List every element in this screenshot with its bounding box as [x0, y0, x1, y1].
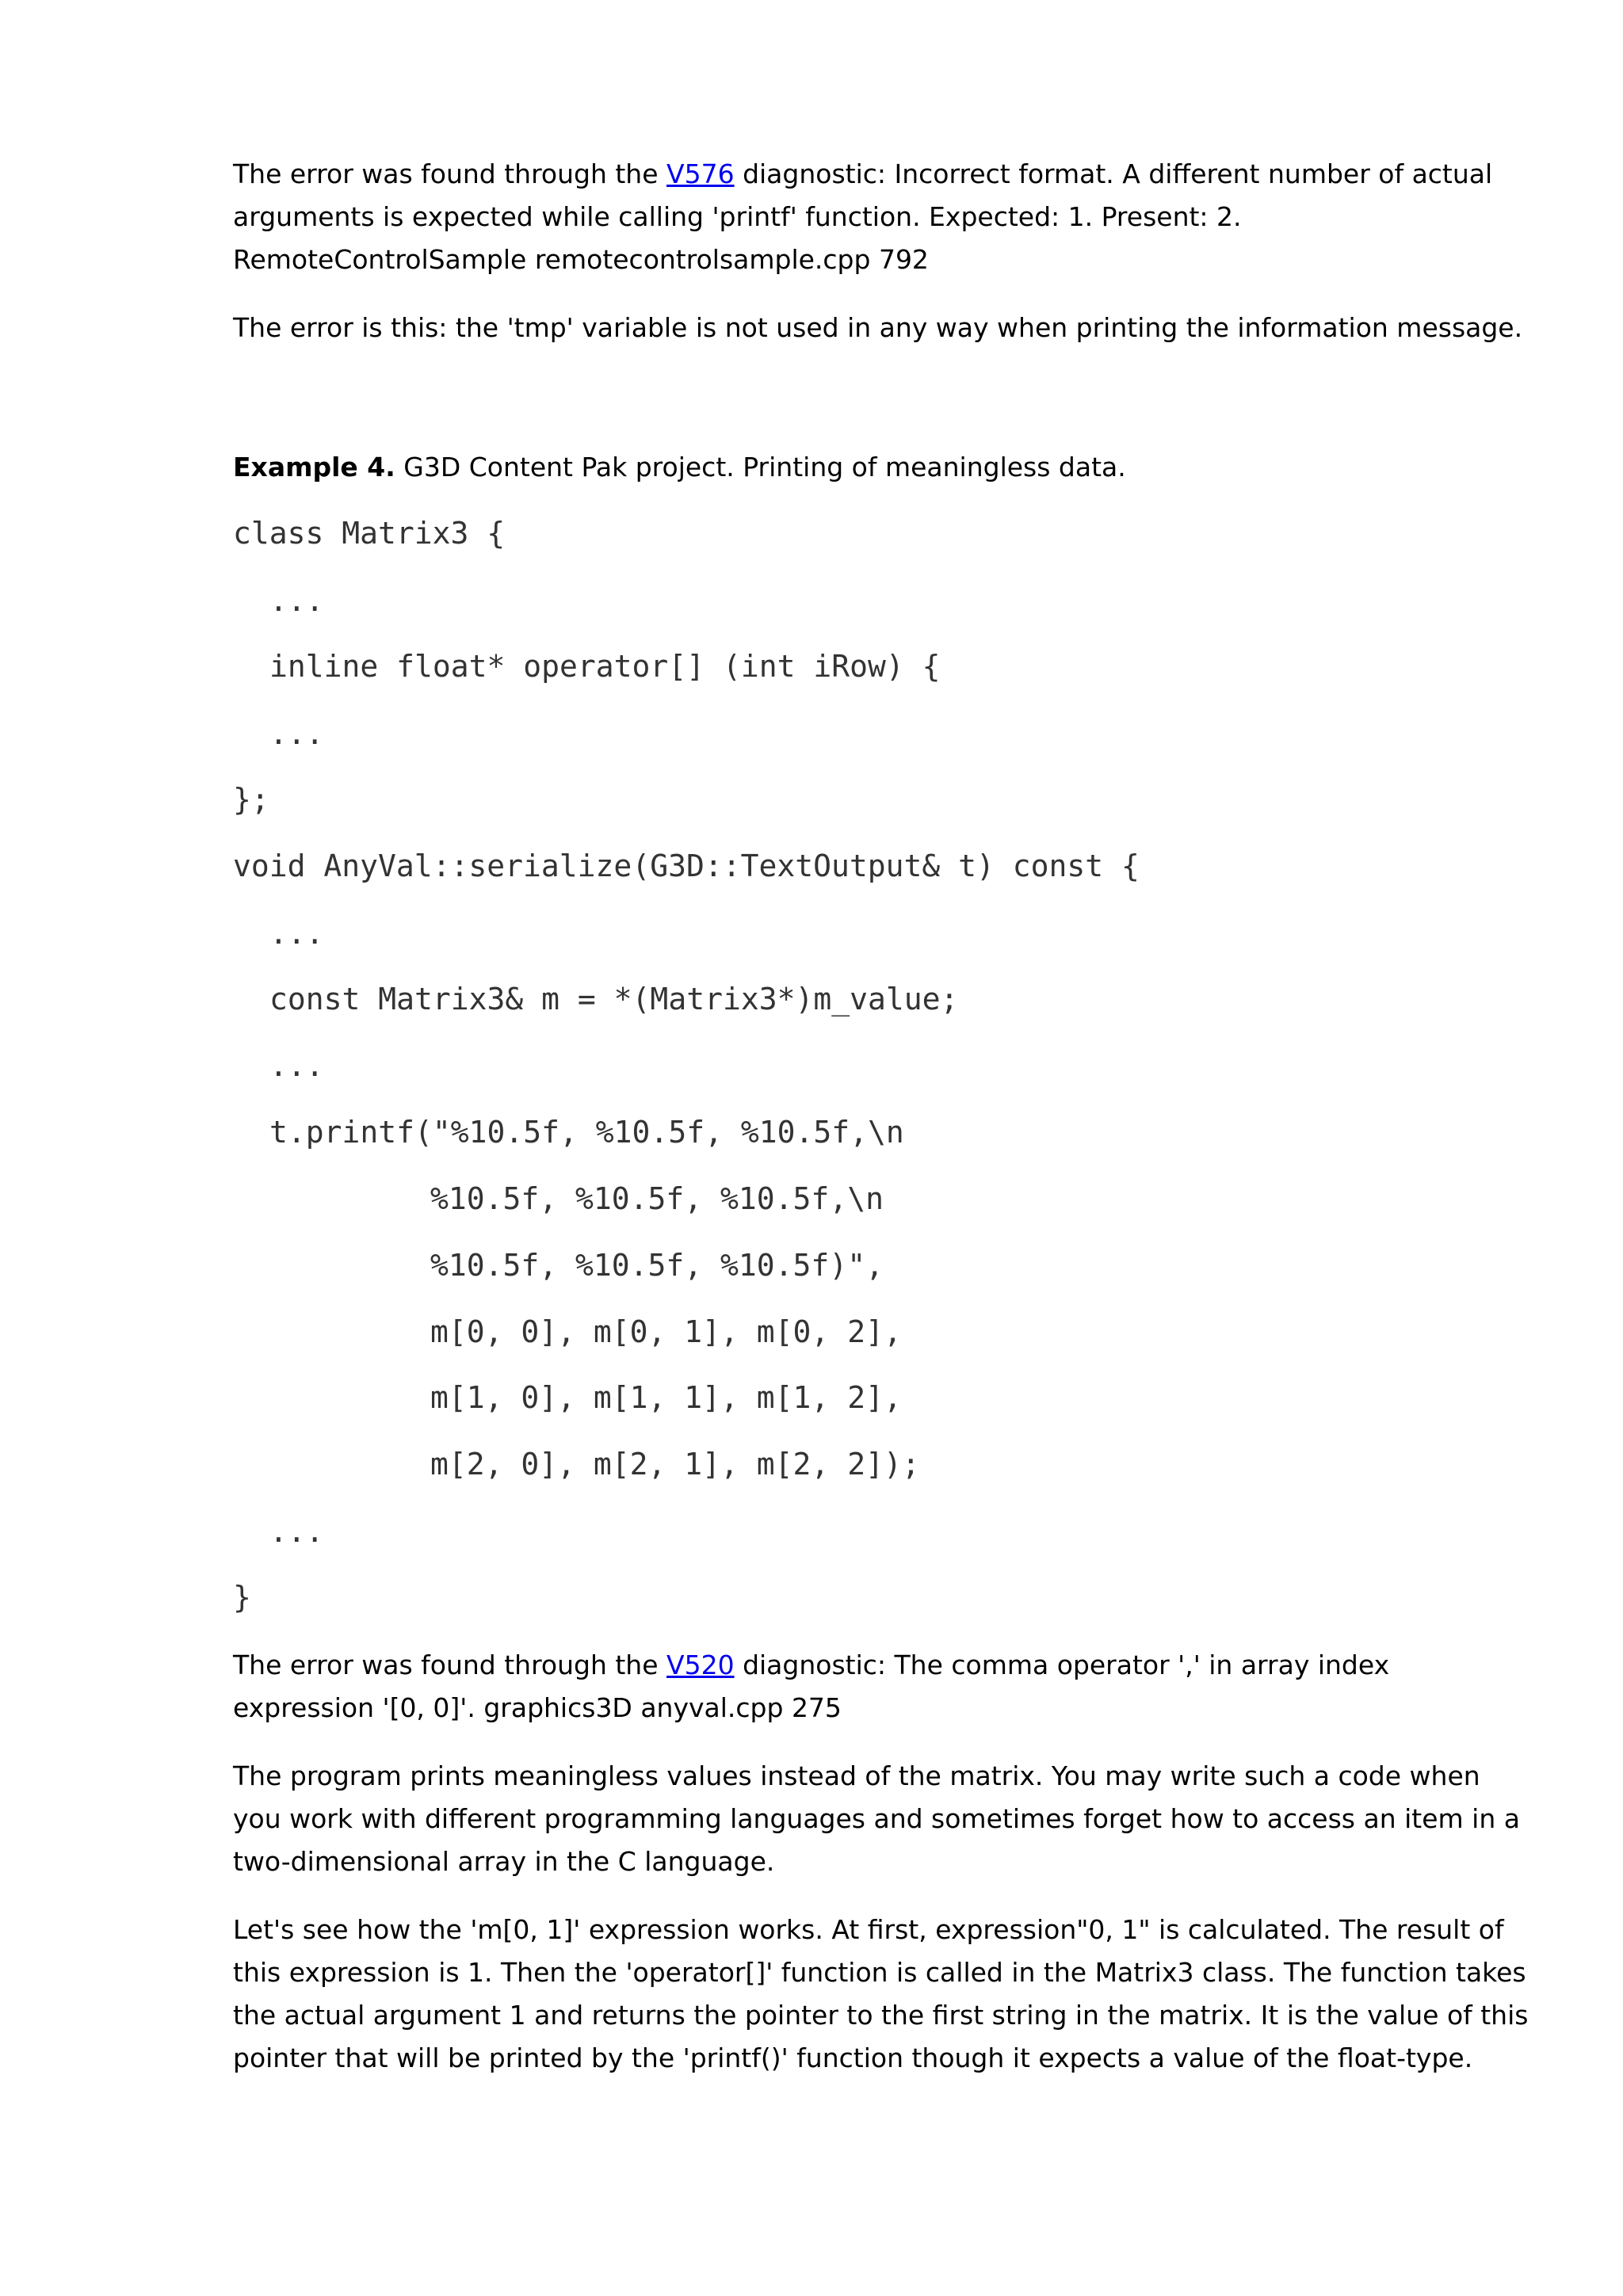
code-line: m[2, 0], m[2, 1], m[2, 2]);	[430, 1447, 920, 1482]
code-line: const Matrix3& m = *(Matrix3*)m_value;	[269, 982, 959, 1016]
v576-link[interactable]: V576	[666, 158, 735, 189]
code-line: ...	[269, 716, 324, 751]
paragraph-text: The error is this: the 'tmp' variable is not used in any way when printing the information message.	[233, 312, 1523, 343]
paragraph-text: diagnostic: The comma operator ',' in array index expression '[0, 0]'. graphics3D anyval.cpp 275	[233, 1650, 1390, 1723]
code-line: ...	[269, 583, 324, 618]
paragraph-text: The error was found through the	[233, 1650, 667, 1680]
code-line: ...	[269, 1514, 324, 1549]
paragraph-text: The program prints meaningless values instead of the matrix. You may write such a code when you work with different programming languages and sometimes forget how to access an item in a two-dimensional array in the C language.	[233, 1760, 1520, 1877]
example-4-heading	[233, 446, 1533, 489]
code-line: %10.5f, %10.5f, %10.5f,\n	[430, 1181, 884, 1216]
code-line: ...	[269, 1048, 324, 1083]
paragraph-meaningless-values	[233, 1755, 1533, 1883]
code-line: m[0, 0], m[0, 1], m[0, 2],	[430, 1314, 902, 1349]
paragraph-v520-diagnostic	[233, 1644, 1533, 1730]
code-line: inline float* operator[] (int iRow) {	[269, 649, 941, 684]
paragraph-text: Let's see how the 'm[0, 1]' expression works. At first, expression"0, 1" is calculated. The result of this expression is 1. Then the 'operator[]' function is called in the Matrix3 class. The function takes the actual argument 1 and returns the pointer to the first string in the matrix. It is the value of this pointer that will be printed by the 'printf()' function though it expects a value of the float-type.	[233, 1914, 1529, 2073]
code-line: %10.5f, %10.5f, %10.5f)",	[430, 1248, 884, 1283]
paragraph-text: diagnostic: Incorrect format. A different number of actual arguments is expected while calling 'printf' function. Expected: 1. Present: 2. RemoteControlSample remotecontrolsample.cpp 792	[233, 158, 1493, 275]
paragraph-expression-explanation	[233, 1909, 1533, 2080]
code-line: }	[233, 1580, 251, 1615]
paragraph-v576-diagnostic	[233, 153, 1533, 281]
code-line: void AnyVal::serialize(G3D::TextOutput& t) const {	[233, 849, 1140, 883]
code-line: };	[233, 782, 269, 817]
code-line: ...	[269, 916, 324, 951]
code-line: t.printf("%10.5f, %10.5f, %10.5f,\n	[269, 1115, 904, 1150]
code-line: m[1, 0], m[1, 1], m[1, 2],	[430, 1380, 902, 1415]
v520-link[interactable]: V520	[666, 1650, 735, 1680]
paragraph-text: The error was found through the	[233, 158, 667, 189]
code-line: class Matrix3 {	[233, 516, 506, 551]
paragraph-error-explanation	[233, 307, 1533, 349]
example-label: Example 4.	[233, 452, 395, 482]
example-title: G3D Content Pak project. Printing of meaningless data.	[395, 452, 1126, 482]
